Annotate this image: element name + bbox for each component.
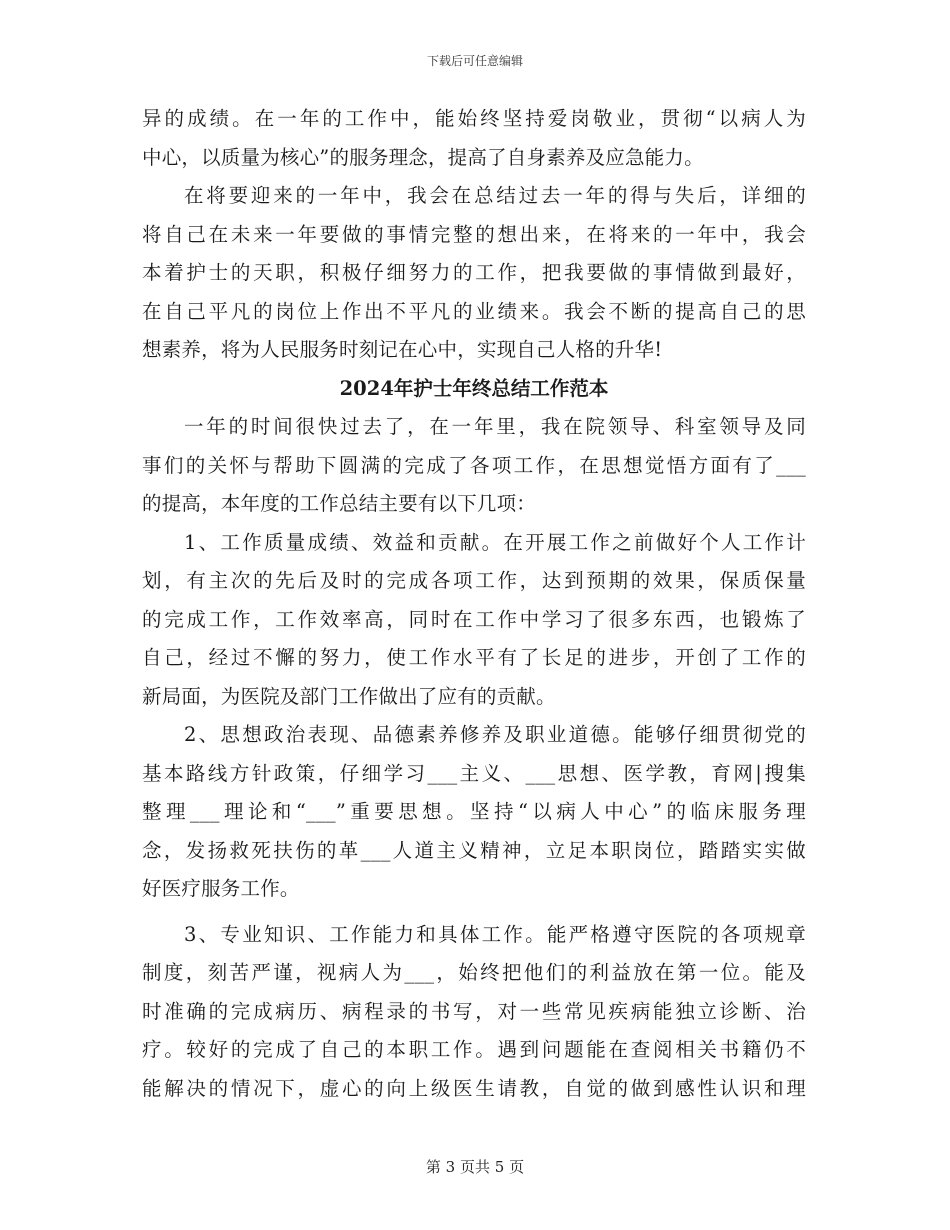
text-line: 能解决的情况下，虚心的向上级医生请教，自觉的做到感性认识和理 xyxy=(142,1076,806,1100)
text-line: 事们的关怀与帮助下圆满的完成了各项工作，在思想觉悟方面有了___ xyxy=(142,453,806,477)
paragraph-2 xyxy=(142,177,806,370)
text-line: 制度，刻苦严谨，视病人为___，始终把他们的利益放在第一位。能及 xyxy=(142,961,806,984)
paragraph-6 xyxy=(142,916,806,1109)
text-line: 1、工作质量成绩、效益和贡献。在开展工作之前做好个人工作计 xyxy=(184,530,806,554)
text-line: 中心，以质量为核心”的服务理念，提高了自身素养及应急能力。 xyxy=(142,145,704,169)
text-line: 念，发扬救死扶伤的革___人道主义精神，立足本职岗位，踏踏实实做 xyxy=(142,838,806,862)
text-line: 异的成绩。在一年的工作中，能始终坚持爱岗敬业，贯彻“以病人为 xyxy=(142,107,806,130)
paragraph-gap xyxy=(142,909,806,916)
text-line: 本着护士的天职，积极仔细努力的工作，把我要做的事情做到最好， xyxy=(142,261,806,284)
paragraph-4 xyxy=(142,524,806,717)
text-line: 划，有主次的先后及时的完成各项工作，达到预期的效果，保质保量 xyxy=(142,569,806,592)
text-line: 好医疗服务工作。 xyxy=(142,877,300,900)
text-line: 在自己平凡的岗位上作出不平凡的业绩来。我会不断的提高自己的思 xyxy=(142,299,806,323)
text-line: 整理___理论和“___”重要思想。坚持“以病人中心”的临床服务理 xyxy=(142,800,806,823)
text-line: 2、思想政治表现、品德素养修养及职业道德。能够仔细贯彻党的 xyxy=(184,723,806,746)
text-line: 3、专业知识、工作能力和具体工作。能严格遵守医院的各项规章 xyxy=(184,922,806,946)
text-line: 时准确的完成病历、病程录的书写，对一些常见疾病能独立诊断、治 xyxy=(142,999,806,1023)
text-line: 一年的时间很快过去了，在一年里，我在院领导、科室领导及同 xyxy=(184,415,806,438)
paragraph-3 xyxy=(142,408,806,524)
text-line: 自己，经过不懈的努力，使工作水平有了长足的进步，开创了工作的 xyxy=(142,646,806,669)
page-footer: 第 3 页共 5 页 xyxy=(425,1158,525,1176)
section-title: 2024年护士年终总结工作范本 xyxy=(339,376,609,400)
text-line: 在将要迎来的一年中，我会在总结过去一年的得与失后，详细的 xyxy=(184,184,806,207)
text-line: 想素养，将为人民服务时刻记在心中，实现自己人格的升华! xyxy=(142,338,663,361)
paragraph-5 xyxy=(142,716,806,909)
paragraph-1 xyxy=(142,100,806,177)
text-line: 疗。较好的完成了自己的本职工作。遇到问题能在查阅相关书籍仍不 xyxy=(142,1038,806,1061)
text-line: 新局面，为医院及部门工作做出了应有的贡献。 xyxy=(142,684,556,708)
text-line: 将自己在未来一年要做的事情完整的想出来，在将来的一年中，我会 xyxy=(142,222,806,246)
text-line: 的完成工作，工作效率高，同时在工作中学习了很多东西，也锻炼了 xyxy=(142,607,806,631)
page-header: 下载后可任意编辑 xyxy=(426,54,523,68)
document-body xyxy=(142,100,806,1108)
text-line: 的提高，本年度的工作总结主要有以下几项： xyxy=(142,492,537,515)
text-line: 基本路线方针政策，仔细学习___主义、___思想、医学教，育网|搜集 xyxy=(142,761,806,785)
